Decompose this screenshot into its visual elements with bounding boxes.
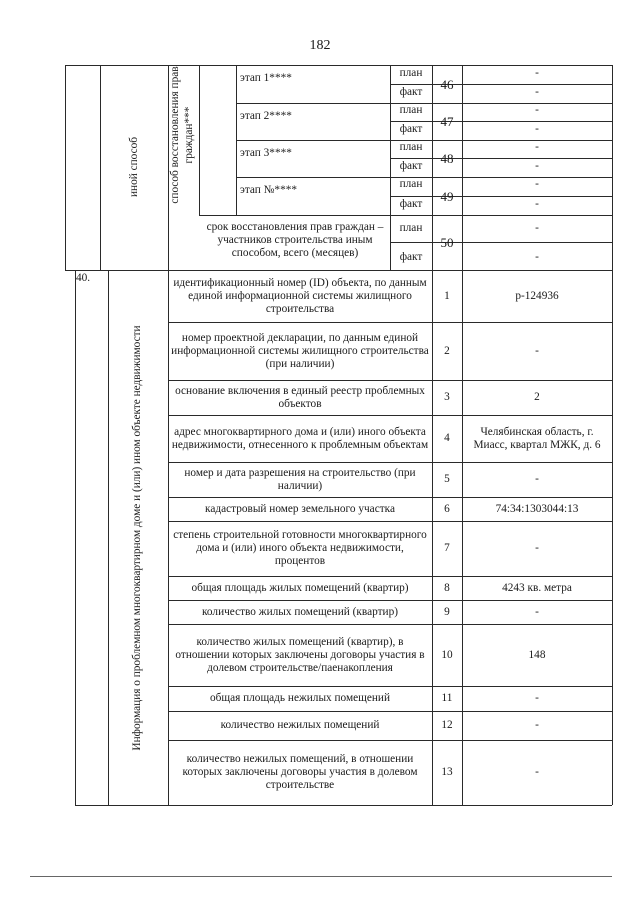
row-value: - bbox=[535, 719, 539, 731]
divider bbox=[108, 270, 109, 805]
table-top-border bbox=[65, 65, 612, 66]
row-number: 49 bbox=[440, 188, 454, 204]
stage-label: этап 3**** bbox=[240, 147, 292, 159]
plan-label: план bbox=[399, 104, 423, 116]
row-label: количество жилых помещений (квартир) bbox=[202, 605, 398, 618]
stage-label: этап 1**** bbox=[240, 72, 292, 84]
row-value: - bbox=[535, 766, 539, 778]
divider bbox=[462, 65, 463, 805]
plan-value: - bbox=[535, 67, 539, 79]
plan-value: - bbox=[535, 141, 539, 153]
row-line bbox=[390, 242, 612, 243]
row-number: 4 bbox=[444, 432, 450, 444]
row-label: количество нежилых помещений, в отношении которых заключены договоры участия в долевом строительстве bbox=[182, 753, 418, 791]
stage-label: этап 2**** bbox=[240, 110, 292, 122]
row-value: 2 bbox=[534, 391, 540, 403]
row-number: 2 bbox=[444, 344, 450, 357]
right-border bbox=[612, 65, 613, 805]
stage-label: этап №**** bbox=[240, 184, 298, 196]
row-number: 7 bbox=[444, 542, 450, 554]
row-value: Челябинская область, г. Миасс, квартал МЖК, д. 6 bbox=[473, 425, 601, 451]
row-value: - bbox=[535, 473, 539, 485]
divider bbox=[199, 65, 200, 215]
row-number: 8 bbox=[444, 581, 450, 594]
vertical-label-sposob: способ восстановления прав граждан*** bbox=[169, 66, 195, 204]
table-bottom-border bbox=[75, 805, 612, 806]
vertical-title: Информация о проблемном многоквартирном доме и (или) ином объекте недвижимости bbox=[131, 325, 143, 751]
plan-value: - bbox=[535, 104, 539, 116]
row-line bbox=[390, 84, 612, 85]
row-label: номер и дата разрешения на строительство (при наличии) bbox=[184, 466, 416, 492]
row-number: 1 bbox=[444, 289, 450, 302]
row-number: 13 bbox=[441, 766, 453, 778]
plan-label: план bbox=[399, 222, 423, 234]
fact-value: - bbox=[535, 251, 539, 263]
page-number: 182 bbox=[309, 38, 331, 53]
row-label: общая площадь нежилых помещений bbox=[210, 692, 390, 704]
srok-label: срок восстановления прав граждан – участников строительства иным способом, всего (месяцев) bbox=[206, 221, 384, 259]
plan-label: план bbox=[399, 178, 423, 190]
left-border bbox=[65, 65, 66, 270]
plan-label: план bbox=[399, 67, 423, 79]
row-label: основание включения в единый реестр проблемных объектов bbox=[175, 384, 425, 410]
plan-value: - bbox=[535, 178, 539, 190]
fact-label: факт bbox=[399, 86, 423, 98]
row-label: идентификационный номер (ID) объекта, по данным единой информационной системы жилищного строительства bbox=[173, 276, 427, 315]
row-line bbox=[390, 158, 612, 159]
row-value: - bbox=[535, 542, 539, 554]
row-value: - bbox=[535, 605, 539, 618]
row-label: номер проектной декларации, по данным единой информационной системы жилищного строительства (при наличии) bbox=[171, 331, 429, 370]
fact-label: факт bbox=[399, 160, 423, 172]
row-line bbox=[390, 121, 612, 122]
row-label: кадастровый номер земельного участка bbox=[205, 502, 395, 515]
fact-value: - bbox=[535, 86, 539, 98]
row-label: количество нежилых помещений bbox=[220, 719, 380, 731]
row-number: 10 bbox=[441, 648, 453, 661]
row-label: количество жилых помещений (квартир), в отношении которых заключены договоры участия в долевом строительстве/паенакопления bbox=[175, 635, 425, 674]
row-number: 9 bbox=[444, 605, 450, 618]
row-number: 48 bbox=[440, 151, 454, 166]
vertical-label-inoy: иной способ bbox=[128, 137, 140, 198]
divider bbox=[100, 65, 101, 270]
row-line bbox=[199, 215, 612, 216]
row-value: p-124936 bbox=[515, 289, 559, 302]
row-label: степень строительной готовности многоквартирного дома и (или) иного объекта недвижимости, процентов bbox=[173, 529, 427, 567]
row-value: 4243 кв. метра bbox=[502, 581, 572, 594]
row-line bbox=[390, 196, 612, 197]
fact-label: факт bbox=[399, 123, 423, 135]
row-label: адрес многоквартирного дома и (или) иного объекта недвижимости, отнесенного к проблемным объектам bbox=[171, 425, 429, 451]
row-number: 11 bbox=[441, 692, 453, 704]
row-number: 3 bbox=[444, 391, 450, 403]
fact-label: факт bbox=[399, 251, 423, 263]
fact-value: - bbox=[535, 198, 539, 210]
fact-value: - bbox=[535, 160, 539, 172]
row-value: 148 bbox=[528, 648, 546, 661]
row-value: - bbox=[535, 692, 539, 704]
left-border bbox=[75, 270, 76, 805]
row-number: 46 bbox=[440, 76, 454, 92]
row-number: 50 bbox=[440, 235, 454, 250]
plan-label: план bbox=[399, 141, 423, 153]
fact-label: факт bbox=[399, 198, 423, 210]
row-value: - bbox=[535, 344, 539, 357]
row-number: 12 bbox=[441, 719, 453, 731]
fact-value: - bbox=[535, 123, 539, 135]
row-number-40: 40. bbox=[76, 272, 91, 284]
plan-value: - bbox=[535, 222, 539, 234]
row-number: 6 bbox=[444, 502, 450, 515]
row-value: 74:34:1303044:13 bbox=[495, 502, 579, 515]
row-label: общая площадь жилых помещений (квартир) bbox=[191, 581, 409, 594]
row-number: 47 bbox=[440, 114, 454, 129]
footer-rule bbox=[30, 876, 612, 877]
row-number: 5 bbox=[444, 473, 450, 485]
